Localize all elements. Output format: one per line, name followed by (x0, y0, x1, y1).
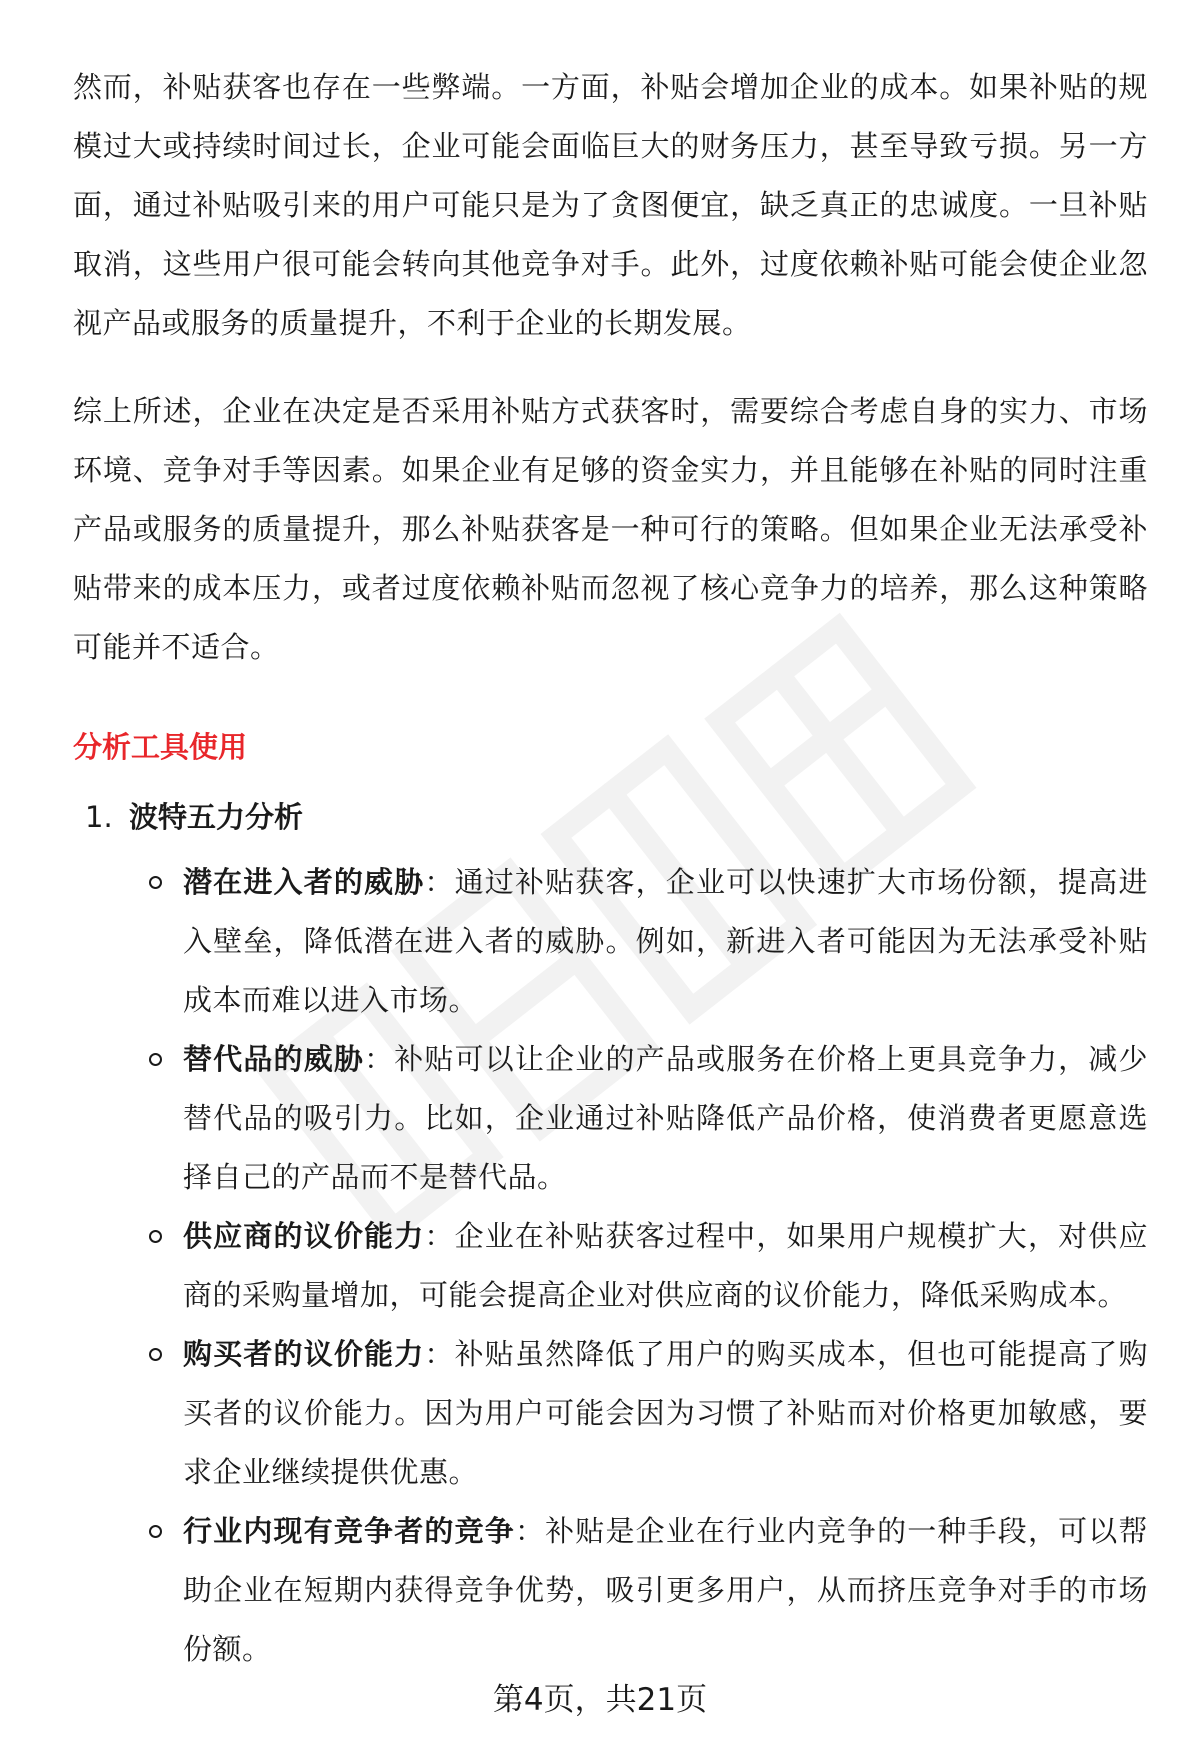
paragraph-drawbacks: 然而，补贴获客也存在一些弊端。一方面，补贴会增加企业的成本。如果补贴的规模过大或持续时间过长，企业可能会面临巨大的财务压力，甚至导致亏损。另一方面，通过补贴吸引来的用户可能只是为了贪图便宜，缺乏真正的忠诚度。一旦补贴取消，这些用户很可能会转向其他竞争对手。此外，过度依赖补贴可能会使企业忽视产品或服务的质量提升，不利于企业的长期发展。 (73, 70, 1148, 340)
ordered-list (73, 797, 1148, 1679)
paragraph-summary: 综上所述，企业在决定是否采用补贴方式获客时，需要综合考虑自身的实力、市场环境、竞争对手等因素。如果企业有足够的资金实力，并且能够在补贴的同时注重产品或服务的质量提升，那么补贴获客是一种可行的策略。但如果企业无法承受补贴带来的成本压力，或者过度依赖补贴而忽视了核心竞争力的培养，那么这种策略可能并不适合。 (73, 394, 1148, 664)
force-list (73, 853, 1148, 1679)
force-text: ：补贴虽然降低了用户的购买成本，但也可能提高了购买者的议价能力。因为用户可能会因为习惯了补贴而对价格更加敏感，要求企业继续提供优惠。 (183, 1337, 1148, 1489)
document-body (73, 58, 1148, 1679)
force-term: 潜在进入者的威胁 (183, 865, 425, 899)
circle-bullet-icon (149, 1053, 162, 1066)
force-item-new-entrants (151, 853, 1148, 1030)
force-term: 购买者的议价能力 (183, 1337, 425, 1371)
force-item-rivalry (151, 1502, 1148, 1679)
force-text: ：企业在补贴获客过程中，如果用户规模扩大，对供应商的采购量增加，可能会提高企业对供应商的议价能力，降低采购成本。 (183, 1219, 1148, 1312)
force-text: ：补贴可以让企业的产品或服务在价格上更具竞争力，减少替代品的吸引力。比如，企业通过补贴降低产品价格，使消费者更愿意选择自己的产品而不是替代品。 (183, 1042, 1148, 1194)
circle-bullet-icon (149, 876, 162, 889)
list-item-porter (85, 797, 1148, 837)
circle-bullet-icon (149, 1348, 162, 1361)
force-text: ：补贴是企业在行业内竞争的一种手段，可以帮助企业在短期内获得竞争优势，吸引更多用户，从而挤压竞争对手的市场份额。 (183, 1514, 1148, 1666)
list-title: 波特五力分析 (129, 800, 304, 834)
force-text: ：通过补贴获客，企业可以快速扩大市场份额，提高进入壁垒，降低潜在进入者的威胁。例如，新进入者可能因为无法承受补贴成本而难以进入市场。 (183, 865, 1148, 1017)
force-item-substitutes (151, 1030, 1148, 1207)
force-term: 行业内现有竞争者的竞争 (183, 1514, 515, 1548)
circle-bullet-icon (149, 1525, 162, 1538)
force-term: 替代品的威胁 (183, 1042, 365, 1076)
force-item-buyers (151, 1325, 1148, 1502)
force-item-suppliers (151, 1207, 1148, 1325)
list-number: 1. (85, 800, 113, 834)
section-heading: 分析工具使用 (73, 730, 248, 764)
force-term: 供应商的议价能力 (183, 1219, 425, 1253)
circle-bullet-icon (149, 1230, 162, 1243)
page-footer: 第4页，共21页 (492, 1682, 708, 1718)
